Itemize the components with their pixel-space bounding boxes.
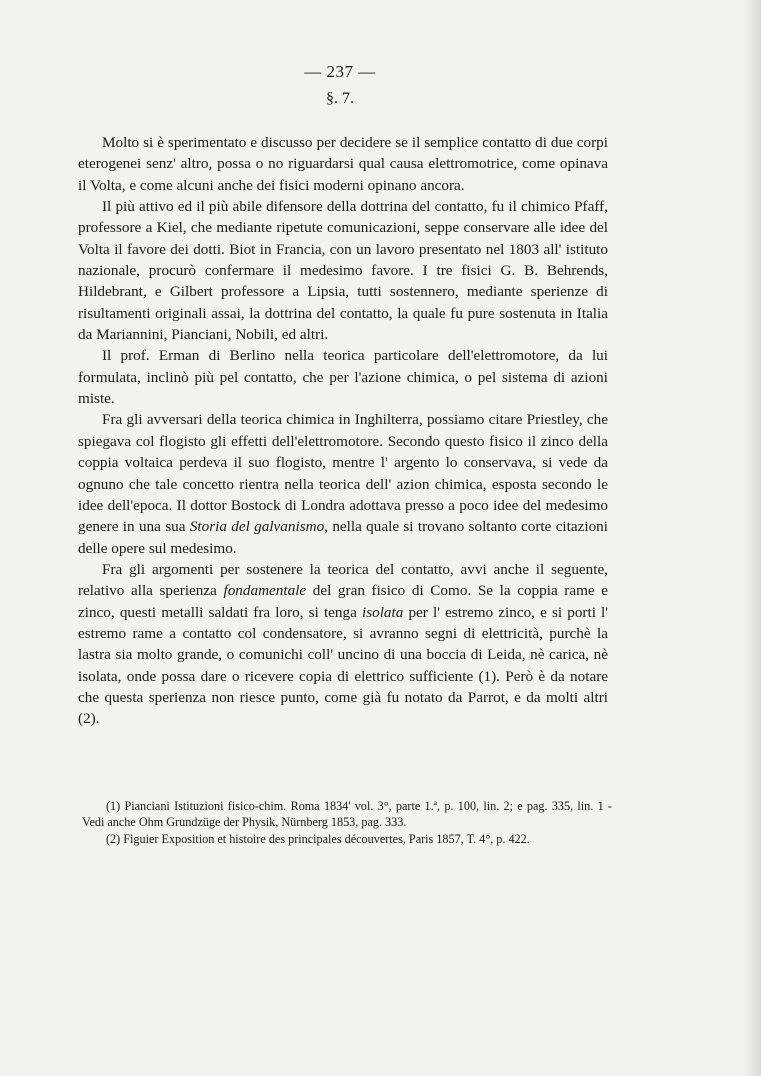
paragraph-4-italic-title: Storia del galvanismo (189, 518, 325, 536)
paragraph-5-text-c: per l' estremo zinco, e si porti l' estremo rame a contatto col condensatore, si avranno segni di elettricità, purchè la lastra sia molto grande, o comunichi coll' uncino di una boccia di Leida, nè carica, nè isolata, onde possa dare o ricevere copia di elettrico sufficiente (1). Però è da notare che questa sperienza non riesce punto, come già fu notato da Parrot, e da molti altri (2). (78, 603, 608, 728)
footnote-1: (1) Pianciani Istituzioni fisico-chim. Roma 1834' vol. 3°, parte 1.ª, p. 100, lin. 2; e pag. 335, lin. 1 - Vedi anche Ohm Grundzüge der Physik, Nürnberg 1853, pag. 333. (82, 799, 612, 829)
paragraph-1 (78, 132, 608, 196)
paragraph-5-italic-2: isolata (361, 603, 404, 621)
paragraph-1-text: Molto si è sperimentato e discusso per decidere se il semplice contatto di due corpi eterogenei senz' altro, possa o no riguardarsi qual causa elettromotrice, come opinava il Volta, e come alcuni anche dei fisici moderni opinano ancora. (78, 134, 608, 194)
paragraph-5-italic-1: fondamentale (223, 582, 307, 600)
paragraph-3 (78, 345, 608, 409)
paragraph-5-text-a: Fra gli argomenti per sostenere la teorica del contatto, avvi anche il seguente, relativo alla sperienza (78, 560, 608, 600)
page-edge-shadow (743, 0, 761, 1076)
paragraph-5 (78, 559, 608, 730)
paragraph-4-text-b: , nella quale si trovano soltanto corte citazioni delle opere sul medesimo. (78, 518, 608, 557)
paragraph-3-text: Il prof. Erman di Berlino nella teorica particolare dell'elettromotore, da lui formulata, inclinò più pel contatto, che per l'azione chimica, o pel sistema di azioni miste. (78, 347, 608, 408)
page-number: — 237 — (304, 62, 376, 81)
body-text (78, 132, 608, 730)
footnotes (82, 798, 612, 847)
section-heading: §. 7. (326, 90, 354, 107)
footnote-2: (2) Figuier Exposition et histoire des principales découvertes, Paris 1857, T. 4°, p. 422. (106, 832, 530, 846)
paragraph-4 (78, 409, 608, 558)
paragraph-2-text: Il più attivo ed il più abile difensore della dottrina del contatto, fu il chimico Pfaff, professore a Kiel, che mediante ripetute comunicazioni, seppe conservare alle idee del Volta il favore dei dotti. Biot in Francia, con un lavoro presentato nel 1803 all' istituto nazionale, procurò confermare il medesimo favore. I tre fisici G. B. Behrends, Hildebrant, e Gilbert professore a Lipsia, tutti sostennero, mediante sperienze di risultamenti originali assai, la dottrina del contatto, la quale fu pure sostenuta in Italia da Mariannini, Pianciani, Nobili, ed altri. (78, 198, 608, 344)
paragraph-4-text-a: Fra gli avversari della teorica chimica in Inghilterra, possiamo citare Priestley, che spiegava col flogisto gli effetti dell'elettromotore. Secondo questo fisico il zinco della coppia voltaica perdeva il suo flogisto, mentre l' argento lo conservava, si vede da ognuno che tale concetto rientra nella teorica dell' azion chimica, esposta secondo le idee dell'epoca. Il dottor Bostock di Londra adottava presso a poco idee del medesimo genere in una sua (78, 411, 608, 536)
paragraph-5-text-b: del gran fisico di Como. Se la coppia rame e zinco, questi metalli saldati fra loro, si tenga (78, 582, 608, 621)
paragraph-2 (78, 196, 608, 345)
